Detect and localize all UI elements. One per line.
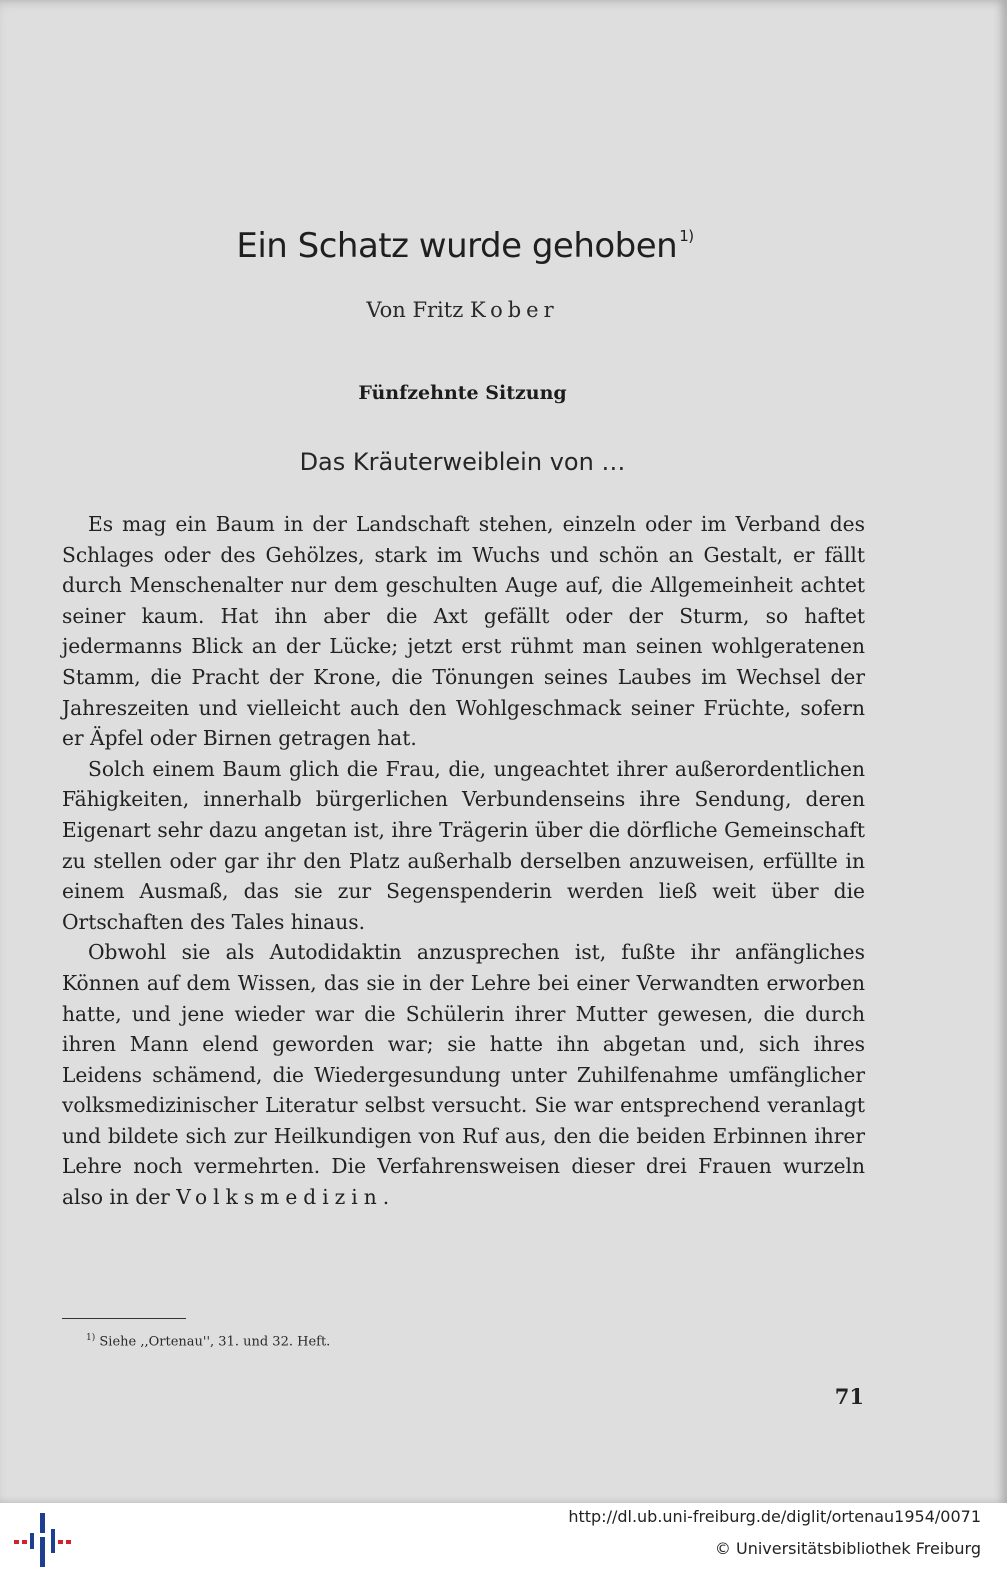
article-title-text: Ein Schatz wurde gehoben bbox=[236, 226, 678, 266]
emphasized-term: Volksmedizin bbox=[176, 1185, 383, 1210]
library-footer bbox=[0, 1503, 1007, 1576]
source-url[interactable]: http://dl.ub.uni-freiburg.de/diglit/ortenau1954/0071 bbox=[568, 1507, 981, 1526]
paragraph: Solch einem Baum glich die Frau, die, ungeachtet ihrer außerordentlichen Fähigkeiten, innerhalb bürgerlichen Verbundenseins ihre Sendung, deren Eigenart sehr dazu angetan ist, ihre Trägerin über die dörfliche Gemeinschaft zu stellen oder gar ihr den Platz außerhalb derselben anzuweisen, erfüllte in einem Ausmaß, das sie zur Segenspenderin werden ließ weit über die Ortschaften des Tales hinaus. bbox=[62, 756, 865, 934]
page-number: 71 bbox=[834, 1384, 864, 1409]
section-subheading: Das Kräuterweiblein von … bbox=[299, 448, 626, 476]
ub-freiburg-logo-icon bbox=[14, 1511, 74, 1569]
session-heading: Fünfzehnte Sitzung bbox=[358, 382, 567, 404]
footnote bbox=[86, 1333, 330, 1349]
footnote-text: Siehe ,,Ortenau'', 31. und 32. Heft. bbox=[95, 1334, 331, 1350]
author-prefix: Von Fritz bbox=[366, 298, 470, 322]
copyright-notice: © Universitätsbibliothek Freiburg bbox=[714, 1539, 981, 1558]
paragraph: Es mag ein Baum in der Landschaft stehen, einzeln oder im Verband des Schlages oder des Gehölzes, stark im Wuchs und schön an Gestalt, er fällt durch Menschenalter nur dem geschulten Auge auf, die Allgemeinheit achtet seiner kaum. Hat ihn aber die Axt gefällt oder der Sturm, so haftet jedermanns Blick an der Lücke; jetzt erst rühmt man seinen wohlgeratenen Stamm, die Pracht der Krone, die Tönungen seines Laubes im Wechsel der Jahreszeiten und vielleicht auch den Wohlgeschmack seiner Früchte, sofern er Äpfel oder Birnen getragen hat. bbox=[62, 512, 865, 751]
author-surname: Kober bbox=[469, 298, 559, 322]
article-title bbox=[0, 226, 930, 266]
paragraph bbox=[62, 937, 865, 1212]
paragraph-tail: . bbox=[382, 1185, 390, 1210]
footnote-marker: 1) bbox=[86, 1333, 96, 1343]
article-author bbox=[0, 298, 925, 322]
title-footnote-marker: 1) bbox=[679, 227, 694, 245]
footnote-divider bbox=[62, 1318, 186, 1319]
body-text bbox=[62, 509, 865, 1213]
paragraph-text: Obwohl sie als Autodidaktin anzusprechen ist, fußte ihr anfängliches Können auf dem Wissen, das sie in der Lehre bei einer Verwandten erworben hatte, und jene wieder war die Schülerin ihrer Mutter gewesen, die durch ihren Mann elend geworden war; sie hatte ihn abgetan und, sich ihres Leidens schämend, die Wiedergesundung unter Zuhilfenahme umfänglicher volksmedizinischer Literatur selbst versucht. Sie war entsprechend veranlagt und bildete sich zur Heilkundigen von Ruf aus, den die beiden Erbinnen ihrer Lehre noch vermehrten. Die Verfahrensweisen dieser drei Frauen wurzeln also in der bbox=[62, 940, 865, 1210]
